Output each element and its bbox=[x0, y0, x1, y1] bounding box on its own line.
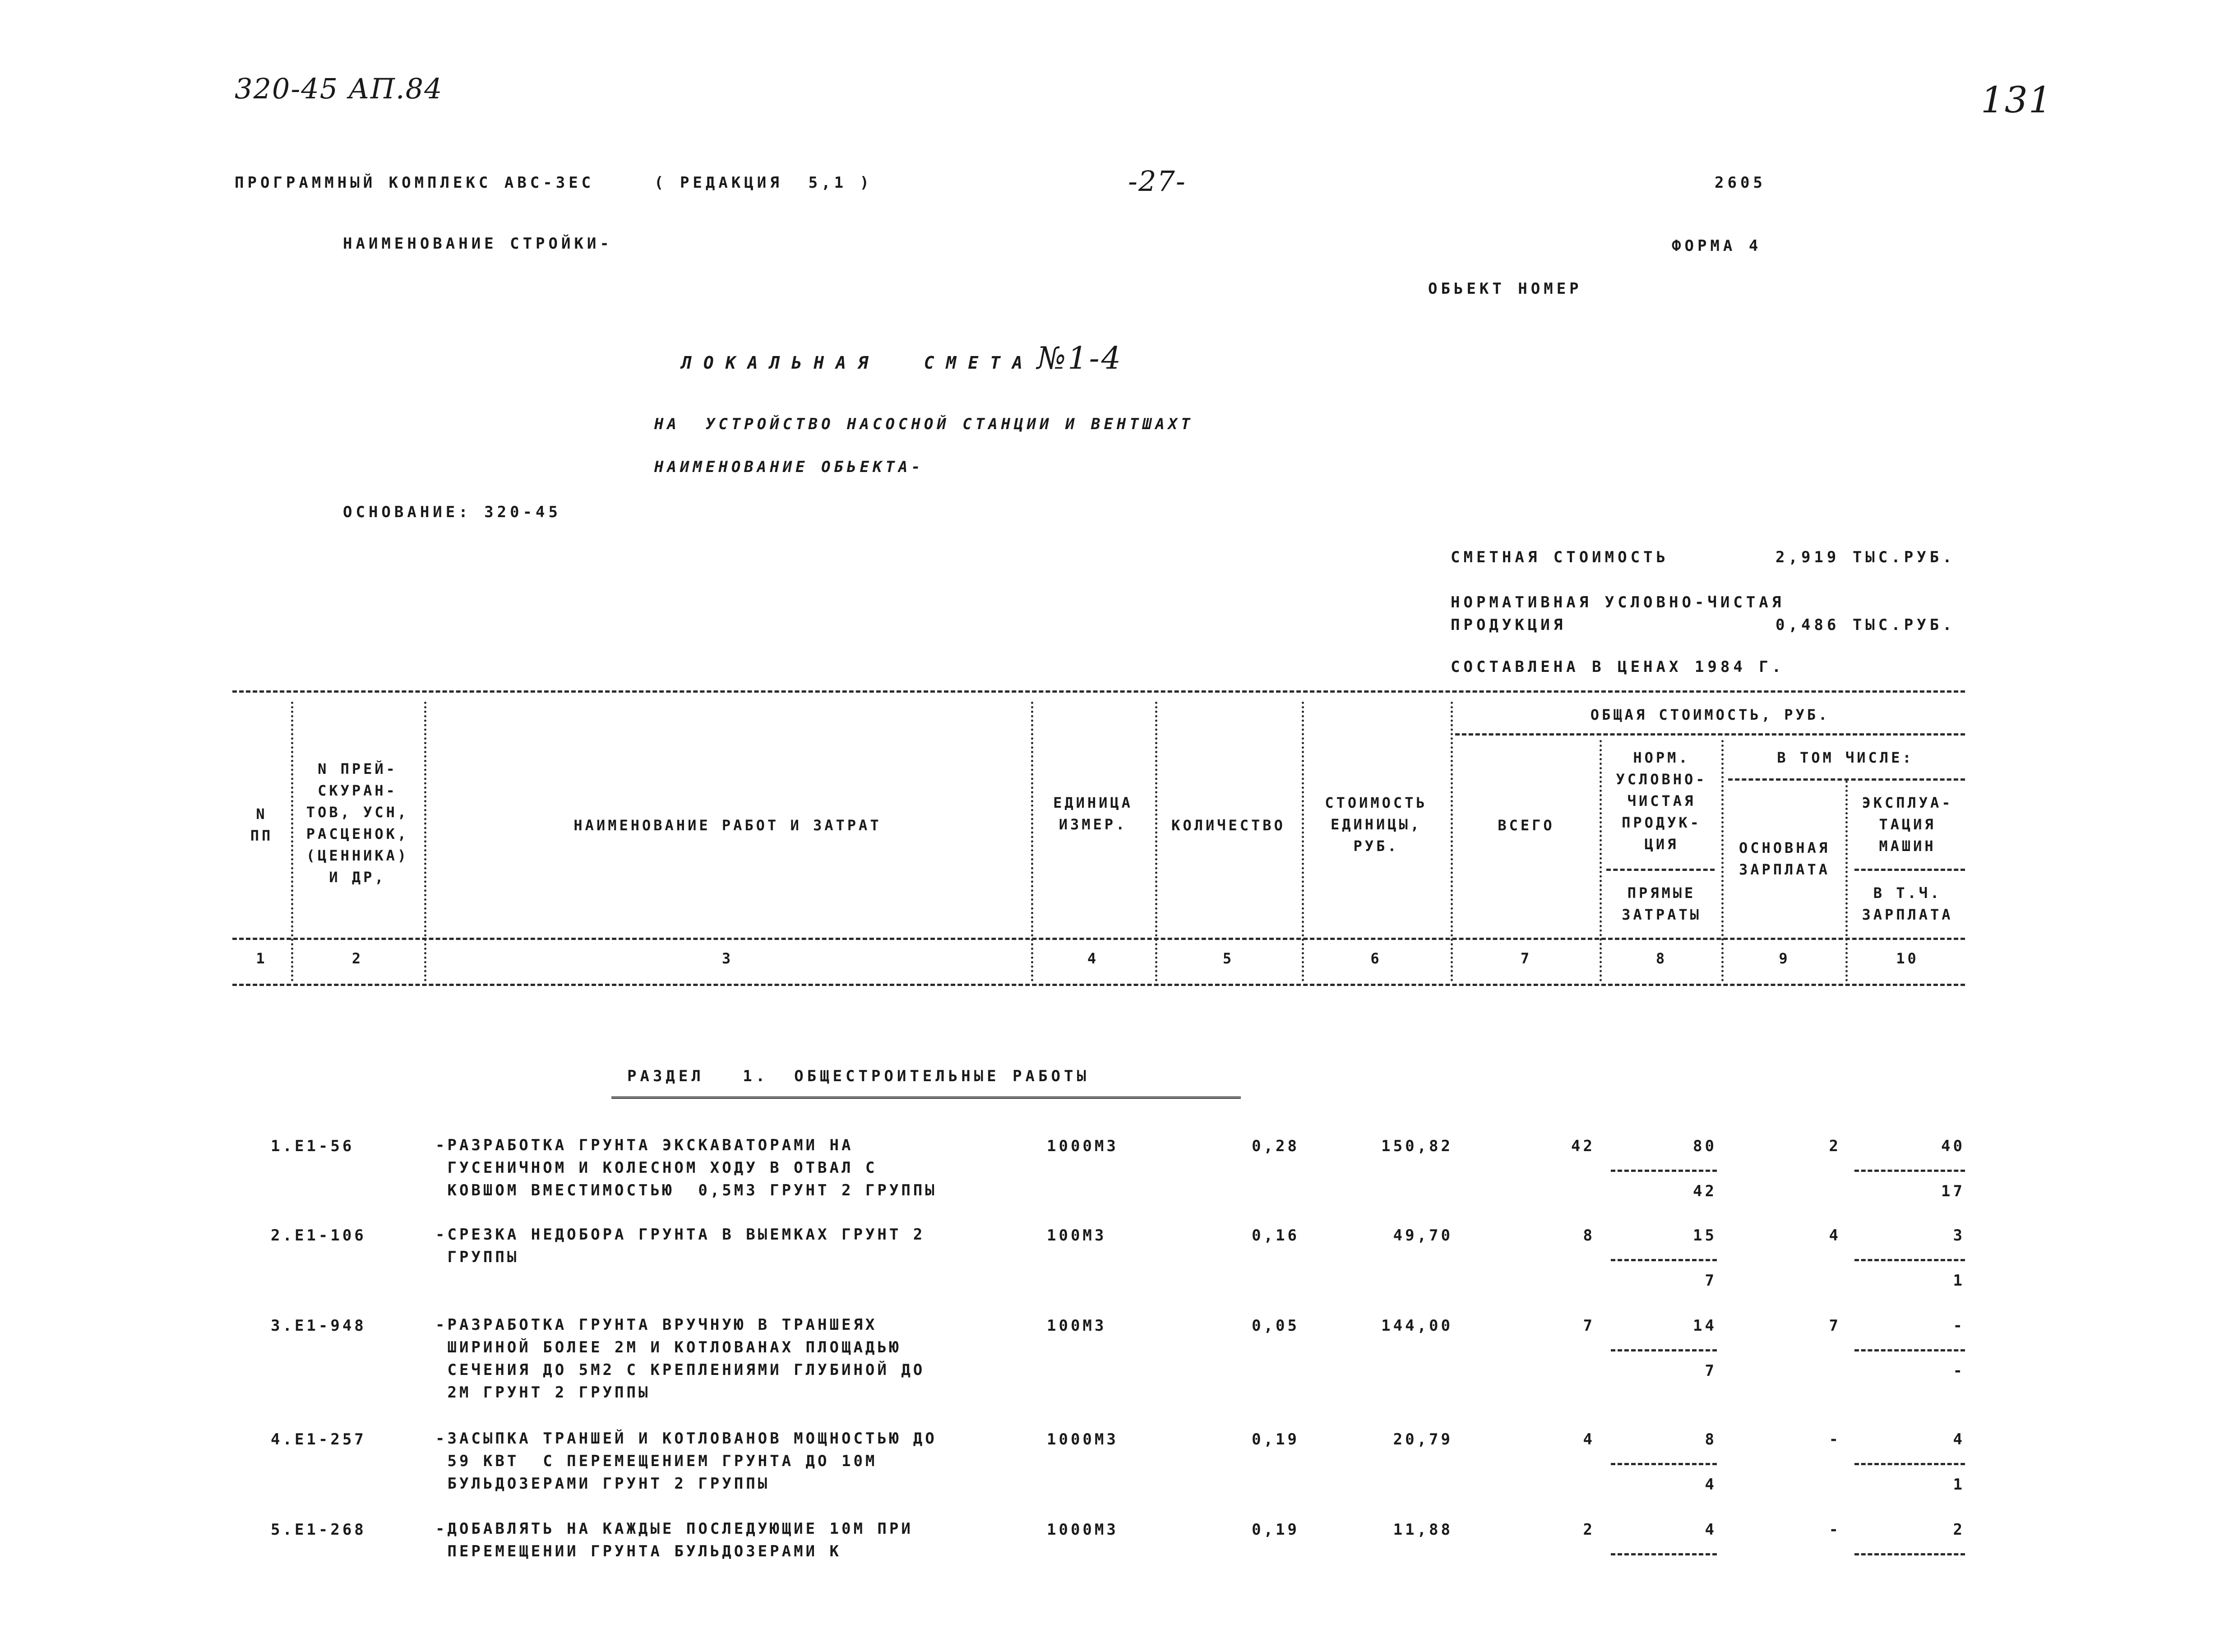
col-number: 6 bbox=[1370, 950, 1382, 967]
row-machine-operation: - bbox=[1953, 1317, 1965, 1335]
salary-split-rule bbox=[1854, 869, 1965, 871]
row-code: 3.Е1-948 bbox=[271, 1317, 366, 1335]
header-col-10b: В Т.Ч. ЗАРПЛАТА bbox=[1862, 884, 1953, 923]
col-sep-7 bbox=[1600, 740, 1602, 981]
header-total-cost: ОБЩАЯ СТОИМОСТЬ, РУБ. bbox=[1590, 706, 1830, 723]
table-numbers-bottom-rule bbox=[232, 984, 1965, 986]
col-number: 7 bbox=[1520, 950, 1532, 967]
row-norm-product: 4 bbox=[1705, 1521, 1717, 1539]
row-code: 2.Е1-106 bbox=[271, 1226, 366, 1245]
row-description: -ЗАСЫПКА ТРАНШЕЙ И КОТЛОВАНОВ МОЩНОСТЬЮ ДО 59 КВТ С ПЕРЕМЕЩЕНИЕМ ГРУНТА ДО 10М БУЛЬДОЗЕРАМИ ГРУНТ 2 ГРУППЫ bbox=[435, 1430, 937, 1493]
row-unit-price: 11,88 bbox=[1393, 1521, 1453, 1539]
col-sep-9 bbox=[1845, 781, 1848, 981]
norm-product-label-2: ПРОДУКЦИЯ bbox=[1451, 616, 1567, 634]
col-sep-8 bbox=[1721, 740, 1724, 981]
edition: ( РЕДАКЦИЯ 5,1 ) bbox=[654, 174, 873, 192]
section-title-underline bbox=[611, 1097, 1241, 1099]
row-split-rule bbox=[1854, 1553, 1965, 1555]
col-sep-2 bbox=[424, 702, 426, 981]
row-norm-product: 14 bbox=[1693, 1317, 1717, 1335]
row-quantity: 0,16 bbox=[1252, 1226, 1299, 1245]
col-sep-4 bbox=[1155, 702, 1157, 981]
norm-product-value: 0,486 ТЫС.РУБ. bbox=[1776, 616, 1956, 634]
header-col-9: ОСНОВНАЯ ЗАРПЛАТА bbox=[1739, 839, 1831, 878]
row-split-rule bbox=[1611, 1349, 1717, 1351]
handwritten-page-mark: 131 bbox=[1981, 79, 2053, 121]
row-split-rule bbox=[1854, 1349, 1965, 1351]
row-total: 2 bbox=[1583, 1521, 1595, 1539]
row-base-salary: - bbox=[1829, 1430, 1841, 1448]
row-direct-costs: 7 bbox=[1705, 1272, 1717, 1290]
row-description: -ДОБАВЛЯТЬ НА КАЖДЫЕ ПОСЛЕДУЮЩИЕ 10М ПРИ ПЕРЕМЕЩЕНИИ ГРУНТА БУЛЬДОЗЕРАМИ К bbox=[435, 1520, 913, 1560]
page-title: ЛОКАЛЬНАЯ СМЕТА№1-4 bbox=[681, 341, 1123, 376]
object-number: ОБЬЕКТ НОМЕР bbox=[1428, 280, 1582, 298]
header-col-8b: ПРЯМЫЕ ЗАТРАТЫ bbox=[1622, 884, 1702, 923]
row-base-salary: 7 bbox=[1829, 1317, 1841, 1335]
object-name: НАИМЕНОВАНИЕ ОБЬЕКТА- bbox=[654, 458, 924, 476]
construction-name: НАИМЕНОВАНИЕ СТРОЙКИ- bbox=[343, 235, 613, 253]
norm-split-rule bbox=[1606, 869, 1715, 871]
col-number: 8 bbox=[1655, 950, 1668, 967]
estimated-cost-label: СМЕТНАЯ СТОИМОСТЬ bbox=[1451, 548, 1669, 566]
col-sep-6 bbox=[1451, 702, 1453, 981]
subject: НА УСТРОЙСТВО НАСОСНОЙ СТАНЦИИ И ВЕНТШАХТ bbox=[654, 415, 1194, 433]
header-col-1: N ПП bbox=[250, 805, 273, 844]
header-col-2: N ПРЕЙ- СКУРАН- ТОВ, УСН, РАСЦЕНОК, (ЦЕННИКА) И ДР, bbox=[306, 760, 409, 886]
row-unit: 1000М3 bbox=[1047, 1137, 1119, 1155]
norm-product-label-1: НОРМАТИВНАЯ УСЛОВНО-ЧИСТАЯ bbox=[1451, 593, 1785, 611]
row-split-rule bbox=[1611, 1553, 1717, 1555]
row-unit-price: 144,00 bbox=[1381, 1317, 1453, 1335]
section-title: РАЗДЕЛ 1. ОБЩЕСТРОИТЕЛЬНЫЕ РАБОТЫ bbox=[627, 1067, 1090, 1085]
row-direct-costs: 7 bbox=[1705, 1362, 1717, 1380]
program-name: ПРОГРАММНЫЙ КОМПЛЕКС АВС-ЗЕС bbox=[235, 174, 595, 192]
col-number: 4 bbox=[1087, 950, 1099, 967]
col-number: 1 bbox=[256, 950, 268, 967]
row-unit-price: 49,70 bbox=[1393, 1226, 1453, 1245]
col-number: 2 bbox=[351, 950, 364, 967]
prices-year: СОСТАВЛЕНА В ЦЕНАХ 1984 Г. bbox=[1451, 658, 1785, 676]
row-split-rule bbox=[1611, 1259, 1717, 1261]
handwritten-doc-code: 320-45 АП.84 bbox=[235, 72, 443, 105]
row-quantity: 0,05 bbox=[1252, 1317, 1299, 1335]
row-machine-salary: - bbox=[1953, 1362, 1965, 1380]
row-quantity: 0,19 bbox=[1252, 1521, 1299, 1539]
row-machine-operation: 40 bbox=[1941, 1137, 1965, 1155]
table-header-bottom-rule bbox=[232, 938, 1965, 940]
table-top-rule bbox=[232, 690, 1965, 693]
row-split-rule bbox=[1854, 1170, 1965, 1172]
row-unit-price: 20,79 bbox=[1393, 1430, 1453, 1448]
header-incl: В ТОМ ЧИСЛЕ: bbox=[1777, 749, 1914, 766]
row-machine-salary: 1 bbox=[1953, 1476, 1965, 1494]
handwritten-page-number: -27- bbox=[1128, 165, 1186, 198]
header-col-4: ЕДИНИЦА ИЗМЕР. bbox=[1053, 794, 1133, 833]
col-number: 5 bbox=[1222, 950, 1235, 967]
row-norm-product: 80 bbox=[1693, 1137, 1717, 1155]
row-split-rule bbox=[1854, 1463, 1965, 1465]
row-description: -СРЕЗКА НЕДОБОРА ГРУНТА В ВЫЕМКАХ ГРУНТ 2 ГРУППЫ bbox=[435, 1226, 925, 1266]
row-machine-operation: 4 bbox=[1953, 1430, 1965, 1448]
total-cost-rule bbox=[1455, 733, 1965, 736]
row-unit: 100М3 bbox=[1047, 1317, 1107, 1335]
row-total: 4 bbox=[1583, 1430, 1595, 1448]
row-split-rule bbox=[1854, 1259, 1965, 1261]
row-unit-price: 150,82 bbox=[1381, 1137, 1453, 1155]
col-number: 10 bbox=[1896, 950, 1919, 967]
row-description: -РАЗРАБОТКА ГРУНТА ВРУЧНУЮ В ТРАНШЕЯХ ШИРИНОЙ БОЛЕЕ 2М И КОТЛОВАНАХ ПЛОЩАДЬЮ СЕЧЕНИЯ ДО 5М2 С КРЕПЛЕНИЯМИ ГЛУБИНОЙ ДО 2М ГРУНТ 2 ГРУППЫ bbox=[435, 1316, 925, 1402]
row-base-salary: - bbox=[1829, 1521, 1841, 1539]
row-total: 8 bbox=[1583, 1226, 1595, 1245]
row-split-rule bbox=[1611, 1463, 1717, 1465]
row-norm-product: 15 bbox=[1693, 1226, 1717, 1245]
row-norm-product: 8 bbox=[1705, 1430, 1717, 1448]
row-direct-costs: 42 bbox=[1693, 1182, 1717, 1200]
row-description: -РАЗРАБОТКА ГРУНТА ЭКСКАВАТОРАМИ НА ГУСЕНИЧНОМ И КОЛЕСНОМ ХОДУ В ОТВАЛ С КОВШОМ ВМЕСТИМОСТЬЮ 0,5М3 ГРУНТ 2 ГРУППЫ bbox=[435, 1136, 937, 1199]
row-base-salary: 2 bbox=[1829, 1137, 1841, 1155]
code-number: 2605 bbox=[1715, 174, 1766, 192]
header-col-5: КОЛИЧЕСТВО bbox=[1171, 817, 1285, 834]
row-total: 42 bbox=[1571, 1137, 1595, 1155]
row-machine-operation: 2 bbox=[1953, 1521, 1965, 1539]
row-total: 7 bbox=[1583, 1317, 1595, 1335]
header-col-3: НАИМЕНОВАНИЕ РАБОТ И ЗАТРАТ bbox=[573, 817, 882, 834]
row-unit: 1000М3 bbox=[1047, 1521, 1119, 1539]
col-number: 9 bbox=[1779, 950, 1790, 967]
row-code: 1.Е1-56 bbox=[271, 1137, 355, 1155]
row-machine-salary: 17 bbox=[1941, 1182, 1965, 1200]
estimated-cost-value: 2,919 ТЫС.РУБ. bbox=[1776, 548, 1956, 566]
col-sep-3 bbox=[1031, 702, 1033, 981]
row-code: 5.Е1-268 bbox=[271, 1521, 366, 1539]
row-machine-operation: 3 bbox=[1953, 1226, 1965, 1245]
header-col-10: ЭКСПЛУА- ТАЦИЯ МАШИН bbox=[1862, 794, 1953, 855]
row-split-rule bbox=[1611, 1170, 1717, 1172]
title-number: №1-4 bbox=[1037, 341, 1123, 376]
header-col-8: НОРМ. УСЛОВНО- ЧИСТАЯ ПРОДУК- ЦИЯ bbox=[1616, 749, 1707, 853]
row-quantity: 0,28 bbox=[1252, 1137, 1299, 1155]
header-col-7: ВСЕГО bbox=[1498, 817, 1555, 834]
basis: ОСНОВАНИЕ: 320-45 bbox=[343, 503, 561, 521]
row-machine-salary: 1 bbox=[1953, 1272, 1965, 1290]
row-unit: 1000М3 bbox=[1047, 1430, 1119, 1448]
row-quantity: 0,19 bbox=[1252, 1430, 1299, 1448]
row-unit: 100М3 bbox=[1047, 1226, 1107, 1245]
row-code: 4.Е1-257 bbox=[271, 1430, 366, 1448]
row-direct-costs: 4 bbox=[1705, 1476, 1717, 1494]
form-label: ФОРМА 4 bbox=[1672, 237, 1762, 255]
row-base-salary: 4 bbox=[1829, 1226, 1841, 1245]
header-col-6: СТОИМОСТЬ ЕДИНИЦЫ, РУБ. bbox=[1325, 794, 1428, 855]
col-number: 3 bbox=[721, 950, 734, 967]
